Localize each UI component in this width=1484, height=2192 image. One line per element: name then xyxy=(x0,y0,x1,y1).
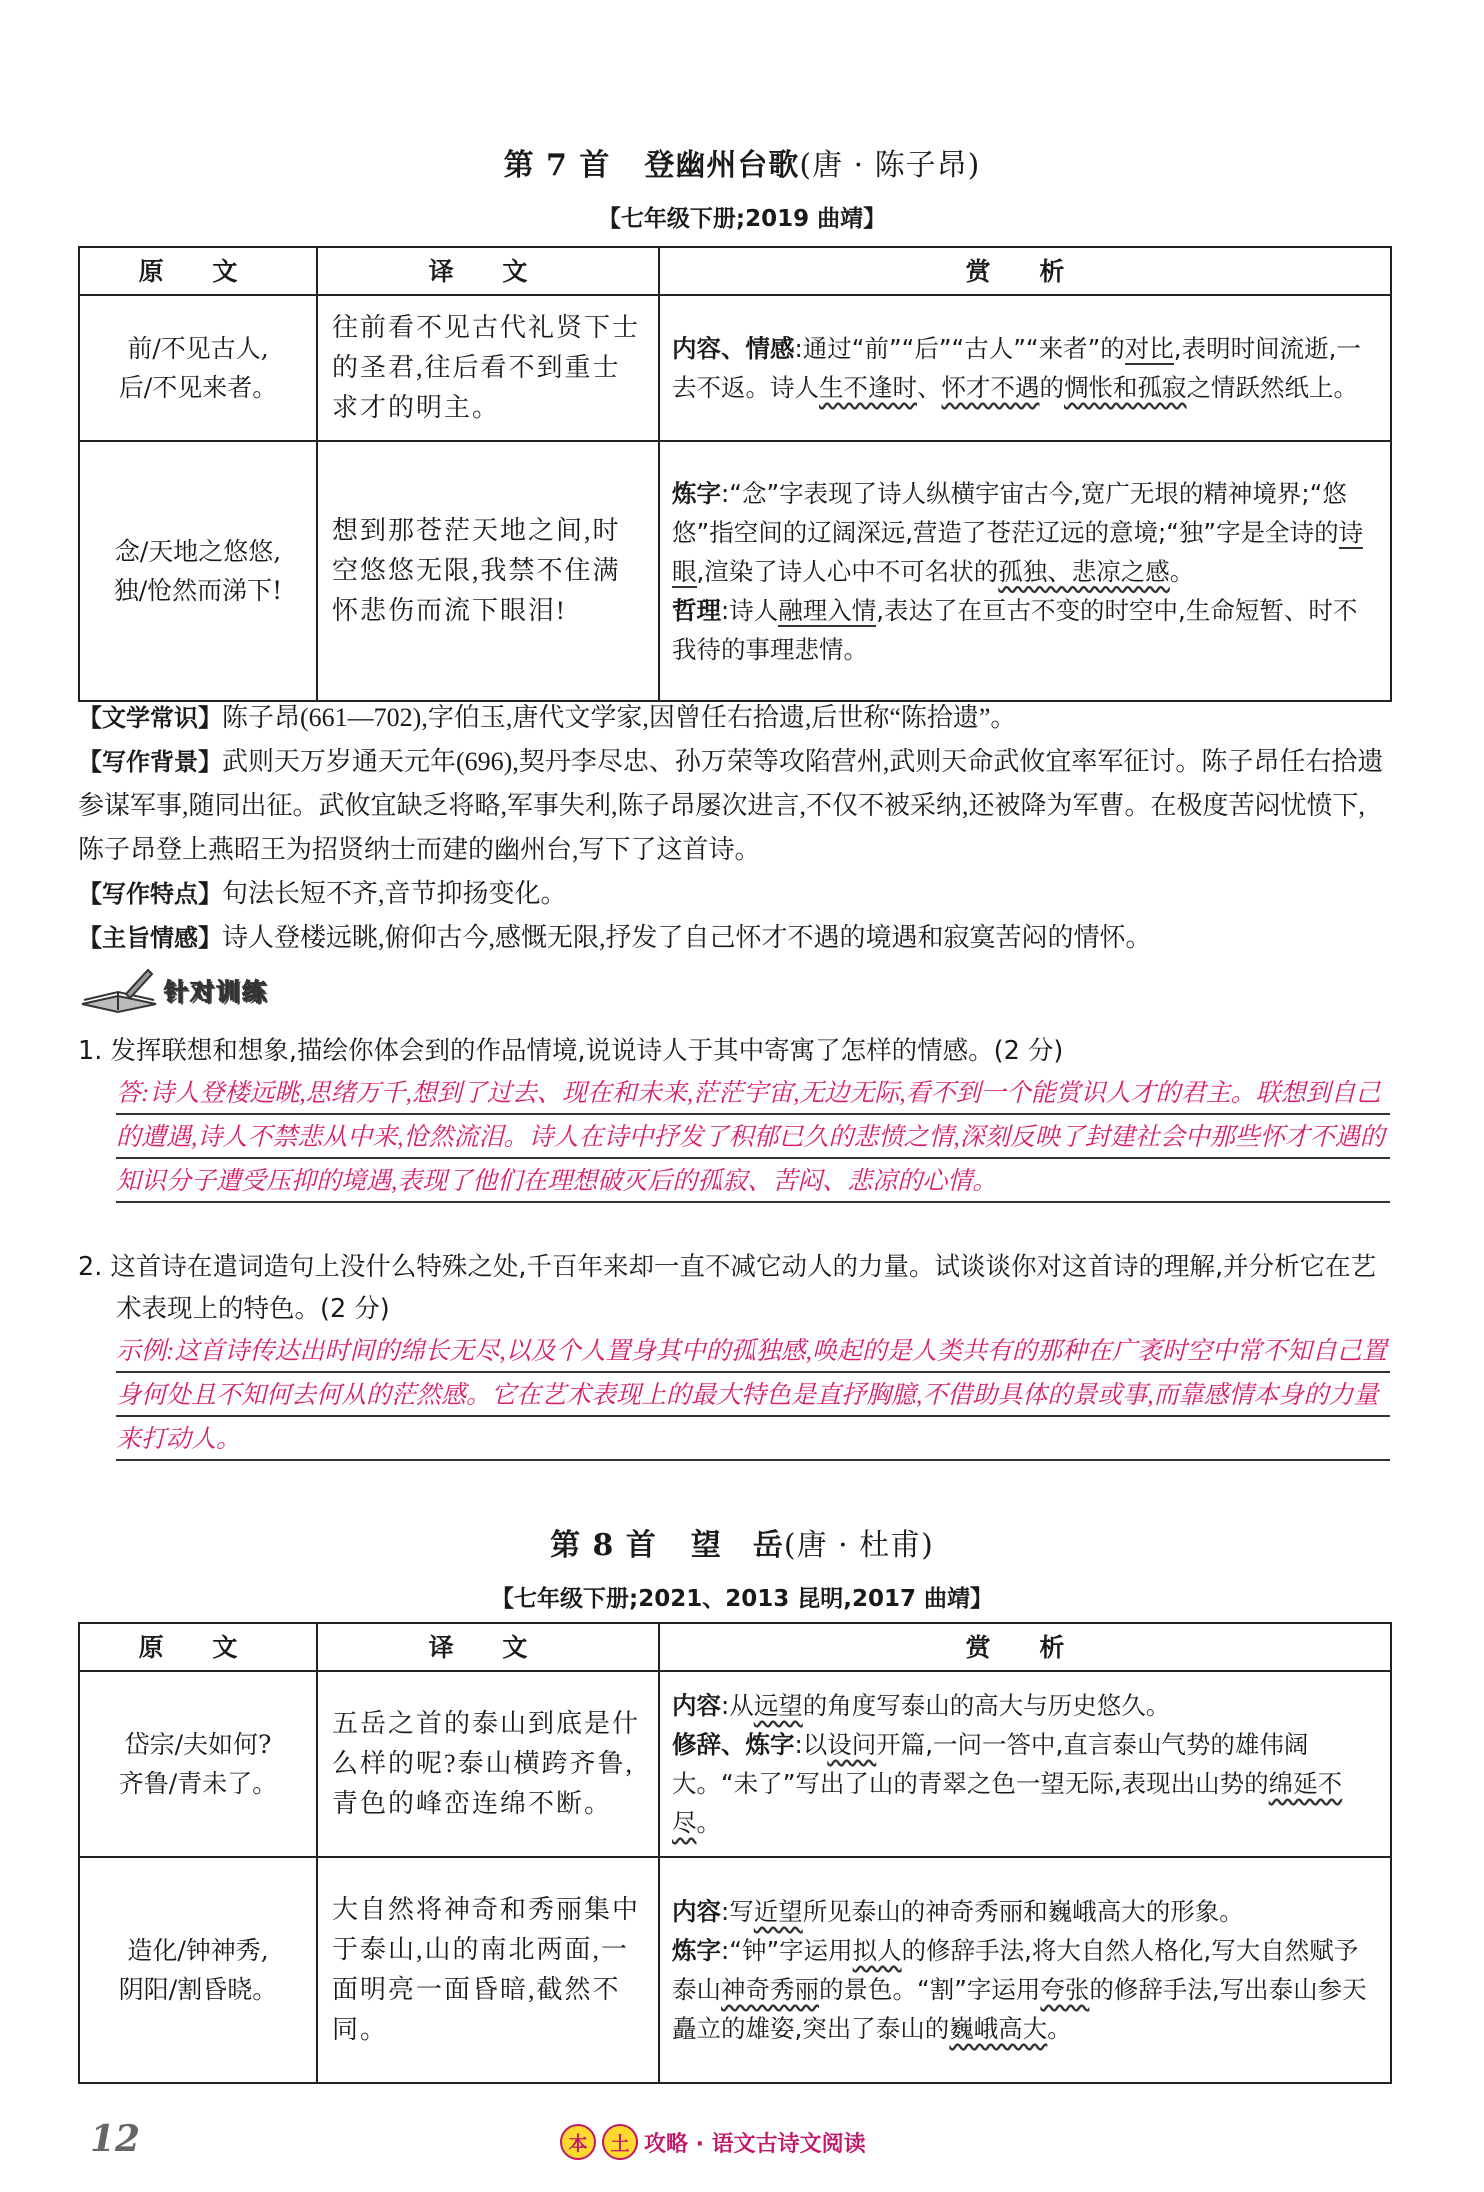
poem8-name: 望 岳 xyxy=(690,1528,784,1563)
question-1-answer: 答:诗人登楼远眺,思绪万千,想到了过去、现在和未来,茫茫宇宙,无边无际,看不到一个能赏识人才的君主。联想到自己的遭遇,诗人不禁悲从中来,怆然流泪。诗人在诗中抒发了积郁已久的悲愤之情,深刻反映了封建社会中那些怀才不遇的知识分子遭受压抑的境遇,表现了他们在理想破灭后的孤寂、苦闷、悲凉的心情。 xyxy=(116,1072,1390,1204)
header-appreciation: 赏 析 xyxy=(659,247,1391,295)
verse-line: 岱宗/夫如何? xyxy=(124,1730,272,1759)
verse-line: 造化/钟神秀, xyxy=(127,1936,269,1965)
verse-line: 阴阳/割昏晓。 xyxy=(118,1975,278,2004)
underlined-keyword: 对比 xyxy=(1124,334,1174,363)
verse-line: 后/不见来者。 xyxy=(118,373,278,402)
wavy-keyword: 神奇秀丽 xyxy=(721,1975,819,2004)
poem8-row1-appreciation xyxy=(659,1671,1391,1857)
text: :诗人 xyxy=(721,595,779,625)
poem7-notes xyxy=(78,696,1390,960)
question-1-text: 1. 发挥联想和想象,描绘你体会到的作品情境,说说诗人于其中寄寓了怎样的情感。(2 分) xyxy=(78,1036,1064,1066)
note-text: 句法长短不齐,音节抑扬变化。 xyxy=(222,879,567,908)
poem7-name: 登幽州台歌 xyxy=(644,148,800,183)
header-translation: 译 文 xyxy=(317,1623,659,1671)
poem8-row2-original xyxy=(79,1857,317,2083)
text: 。 xyxy=(1047,2014,1072,2043)
header-translation: 译 文 xyxy=(317,247,659,295)
header-appreciation: 赏 析 xyxy=(659,1623,1391,1671)
text: ,表明时间流逝,一去不返。诗人 xyxy=(672,334,1361,402)
brand-badge: 本 xyxy=(560,2124,596,2160)
wavy-keyword: 夸张 xyxy=(1040,1975,1090,2004)
question-2 xyxy=(78,1246,1390,1462)
text: 的角度写泰山的高大与历史悠久。 xyxy=(802,1691,1171,1720)
poem7-row1-translation: 往前看不见古代礼贤下士的圣君,往后看不到重士求才的明主。 xyxy=(317,295,659,441)
label: 修辞、炼字 xyxy=(672,1730,795,1759)
label: 炼字 xyxy=(672,1936,721,1965)
poem8-row1-original xyxy=(79,1671,317,1857)
training-label: 针对训练 xyxy=(164,978,268,1006)
underlined-keyword: 融理入情 xyxy=(778,595,877,625)
poem7-title xyxy=(0,140,1484,184)
poem8-row-2 xyxy=(79,1857,1391,2083)
poem7-row-1 xyxy=(79,295,1391,441)
brand-footer xyxy=(560,2124,866,2160)
verse-line: 独/怆然而涕下! xyxy=(113,576,283,605)
wavy-keyword: 设问 xyxy=(827,1730,877,1759)
wavy-keyword: 生不逢时 xyxy=(819,373,917,402)
label: 炼字 xyxy=(672,478,721,508)
wavy-keyword: 怀才不遇 xyxy=(941,373,1040,402)
poem8-row1-translation: 五岳之首的泰山到底是什么样的呢?泰山横跨齐鲁,青色的峰峦连绵不断。 xyxy=(317,1671,659,1857)
poem8-source: 【七年级下册;2021、2013 昆明,2017 曲靖】 xyxy=(491,1586,993,1612)
text: 的 xyxy=(1039,373,1064,402)
poem8-row-1 xyxy=(79,1671,1391,1857)
poem7-row1-original xyxy=(79,295,317,441)
note-tag: 【文学常识】 xyxy=(78,704,222,732)
text: 、 xyxy=(917,373,942,402)
poem7-row2-appreciation xyxy=(659,441,1391,701)
text: :“念”字表现了诗人纵横宇宙古今,宽广无垠的精神境界;“悠悠”指空间的辽阔深远,营造了苍茫辽远的意境;“独”字是全诗的 xyxy=(672,478,1347,547)
verse-line: 念/天地之悠悠, xyxy=(114,537,282,566)
text: 所见泰山的神奇秀丽和巍峨高大的形象。 xyxy=(802,1897,1244,1926)
question-1 xyxy=(78,1030,1390,1204)
note-tag: 【写作特点】 xyxy=(78,880,222,908)
text: 。 xyxy=(1169,556,1195,586)
brand-badge: 土 xyxy=(602,2124,638,2160)
poem8-author: (唐 · 杜甫) xyxy=(783,1528,934,1563)
text: :以 xyxy=(794,1730,828,1759)
page-number: 12 xyxy=(90,2118,141,2160)
note-text: 诗人登楼远眺,俯仰古今,感慨无限,抒发了自己怀才不遇的境遇和寂寞苦闷的情怀。 xyxy=(222,923,1152,952)
text: :通过“前”“后”“古人”“来者”的 xyxy=(794,334,1125,363)
label: 内容 xyxy=(672,1897,721,1926)
text: 开篇,一问一答中,直言泰山气势的雄伟阔大。“未了”写出了山的青翠之色一望无际,表现出山势的 xyxy=(672,1730,1309,1798)
poem7-number: 第 7 首 xyxy=(503,148,611,183)
label: 哲理 xyxy=(672,595,721,625)
text: ,表达了在亘古不变的时空中,生命短暂、时不我待的事理悲情。 xyxy=(672,595,1358,664)
text: 的修辞手法,将大自然人格化,写大自然赋予泰山 xyxy=(672,1936,1359,2004)
wavy-keyword: 拟人 xyxy=(852,1936,902,1965)
poem7-header-row xyxy=(79,247,1391,295)
wavy-keyword: 孤独、悲凉之感 xyxy=(998,556,1170,586)
question-2-text: 2. 这首诗在遣词造句上没什么特殊之处,千百年来却一直不减它动人的力量。试谈谈你对这首诗的理解,并分析它在艺术表现上的特色。(2 分) xyxy=(78,1252,1377,1324)
poem7-row2-translation: 想到那苍茫天地之间,时空悠悠无限,我禁不住满怀悲伤而流下眼泪! xyxy=(317,441,659,701)
label: 内容、情感 xyxy=(672,334,795,363)
wavy-keyword: 远望 xyxy=(753,1691,803,1720)
note-text: 武则天万岁通天元年(696),契丹李尽忠、孙万荣等攻陷营州,武则天命武攸宜率军征讨。陈子昂任右拾遗参谋军事,随同出征。武攸宜缺乏将略,军事失利,陈子昂屡次进言,不仅不被采纳,还被降为军曹。在极度苦闷忧愤下,陈子昂登上燕昭王为招贤纳士而建的幽州台,写下了这首诗。 xyxy=(78,747,1384,864)
poem7-row2-original xyxy=(79,441,317,701)
verse-line: 齐鲁/青未了。 xyxy=(118,1769,278,1798)
question-2-answer: 示例:这首诗传达出时间的绵长无尽,以及个人置身其中的孤独感,唤起的是人类共有的那种在广袤时空中常不知自己置身何处且不知何去何从的茫然感。它在艺术表现上的最大特色是直抒胸臆,不借助具体的景或事,而靠感情本身的力量来打动人。 xyxy=(116,1330,1390,1462)
note-text: 陈子昂(661—702),字伯玉,唐代文学家,因曾任右拾遗,后世称“陈拾遗”。 xyxy=(222,703,1017,732)
poem8-title xyxy=(0,1520,1484,1564)
text: :从 xyxy=(721,1691,754,1720)
wavy-keyword: 绵延不尽 xyxy=(672,1769,1343,1837)
wavy-keyword: 近望 xyxy=(753,1897,803,1926)
header-original: 原 文 xyxy=(79,1623,317,1671)
note-literature xyxy=(78,696,1390,740)
poem7-row1-appreciation xyxy=(659,295,1391,441)
note-tag: 【主旨情感】 xyxy=(78,924,222,952)
note-tag: 【写作背景】 xyxy=(78,748,222,776)
text: ,渲染了诗人心中不可名状的 xyxy=(696,556,999,586)
verse-line: 前/不见古人, xyxy=(127,334,269,363)
poem8-table xyxy=(78,1622,1392,2084)
poem8-row2-translation: 大自然将神奇和秀丽集中于泰山,山的南北两面,一面明亮一面昏暗,截然不同。 xyxy=(317,1857,659,2083)
poem8-number: 第 8 首 xyxy=(550,1528,657,1563)
text: 的修辞手法,写出泰山参天矗立的雄姿,突出了泰山的 xyxy=(672,1975,1367,2043)
poem7-table xyxy=(78,246,1392,702)
text: 。 xyxy=(696,1808,721,1837)
text: 之情跃然纸上。 xyxy=(1186,373,1358,402)
text: 的景色。“割”字运用 xyxy=(819,1975,1041,2004)
label: 内容 xyxy=(672,1691,721,1720)
underlined-keyword: 诗眼 xyxy=(672,517,1364,586)
poem7-source: 【七年级下册;2019 曲靖】 xyxy=(597,206,887,232)
training-banner xyxy=(78,966,338,1014)
poem7-author: (唐 · 陈子昂) xyxy=(799,148,981,183)
poem8-row2-appreciation xyxy=(659,1857,1391,2083)
wavy-keyword: 巍峨高大 xyxy=(949,2014,1048,2043)
header-original: 原 文 xyxy=(79,247,317,295)
note-theme xyxy=(78,916,1390,960)
poem7-row-2 xyxy=(79,441,1391,701)
wavy-keyword: 惆怅和孤寂 xyxy=(1064,373,1187,402)
text: :写 xyxy=(721,1897,754,1926)
poem8-header-row xyxy=(79,1623,1391,1671)
text: :“钟”字运用 xyxy=(721,1936,853,1965)
brand-text: 攻略 · 语文古诗文阅读 xyxy=(644,2131,866,2157)
note-features xyxy=(78,872,1390,916)
note-background xyxy=(78,740,1390,872)
book-pen-icon xyxy=(78,966,168,1014)
